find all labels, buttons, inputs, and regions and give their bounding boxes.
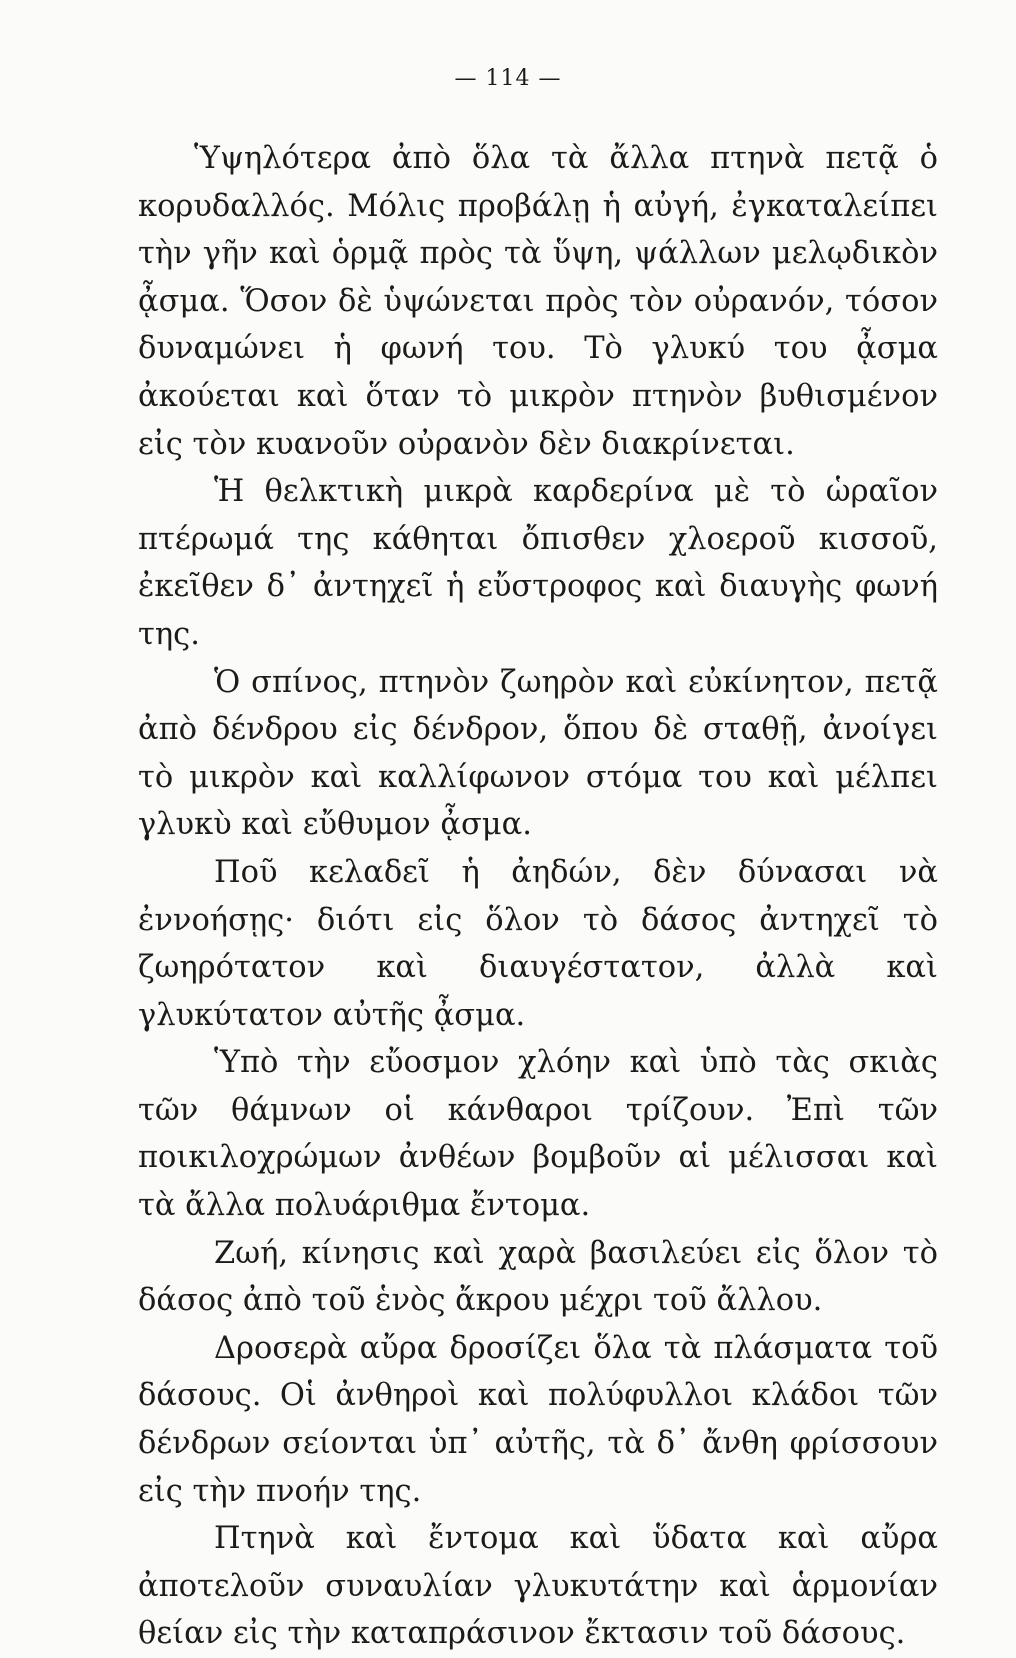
paragraph: Δροσερὰ αὔρα δροσίζει ὅλα τὰ πλάσματα τοῦ δάσους. Οἱ ἀνθηροὶ καὶ πολύφυλλοι κλάδοι τῶν δένδρων σείονται ὑπ᾿ αὐτῆς, τὰ δ᾿ ἄνθη φρίσσουν εἰς τὴν πνοήν της. bbox=[138, 1330, 938, 1509]
body-text bbox=[138, 135, 938, 1658]
paragraph: Πτηνὰ καὶ ἔντομα καὶ ὕδατα καὶ αὔρα ἀποτελοῦν συναυλίαν γλυκυτάτην καὶ ἁρμονίαν θείαν εἰς τὴν καταπράσινον ἔκτασιν τοῦ δάσους. bbox=[138, 1521, 938, 1652]
paragraph: Ὑπὸ τὴν εὔοσμον χλόην καὶ ὑπὸ τὰς σκιὰς τῶν θάμνων οἱ κάνθαροι τρίζουν. Ἐπὶ τῶν ποικιλοχρώμων ἀνθέων βομβοῦν αἱ μέλισσαι καὶ τὰ ἄλλα πολυάριθμα ἔντομα. bbox=[138, 1045, 938, 1224]
page-number: — 114 — bbox=[454, 66, 562, 91]
paragraph: Ζωή, κίνησις καὶ χαρὰ βασιλεύει εἰς ὅλον τὸ δάσος ἀπὸ τοῦ ἑνὸς ἄκρου μέχρι τοῦ ἄλλου. bbox=[138, 1235, 938, 1319]
paragraph: Ὑψηλότερα ἀπὸ ὅλα τὰ ἄλλα πτηνὰ πετᾷ ὁ κορυδαλλός. Μόλις προβάλῃ ἡ αὐγή, ἐγκαταλείπει τὴν γῆν καὶ ὁρμᾷ πρὸς τὰ ὕψη, ψάλλων μελῳδικὸν ᾆσμα. Ὅσον δὲ ὑψώνεται πρὸς τὸν οὐρανόν, τόσον δυναμώνει ἡ φωνή του. Τὸ γλυκύ του ᾆσμα ἀκούεται καὶ ὅταν τὸ μικρὸν πτηνὸν βυθισμένον εἰς τὸν κυανοῦν οὐρανὸν δὲν διακρίνεται. bbox=[138, 141, 938, 462]
paragraph: Ποῦ κελαδεῖ ἡ ἀηδών, δὲν δύνασαι νὰ ἐννοήσῃς· διότι εἰς ὅλον τὸ δάσος ἀντηχεῖ τὸ ζωηρότατον καὶ διαυγέστατον, ἀλλὰ καὶ γλυκύτατον αὐτῆς ᾆσμα. bbox=[138, 854, 938, 1033]
paragraph: Ὁ σπίνος, πτηνὸν ζωηρὸν καὶ εὐκίνητον, πετᾷ ἀπὸ δένδρου εἰς δένδρον, ὅπου δὲ σταθῇ, ἀνοίγει τὸ μικρὸν καὶ καλλίφωνον στόμα του καὶ μέλπει γλυκὺ καὶ εὔθυμον ᾆσμα. bbox=[138, 664, 938, 843]
paragraph: Ἡ θελκτικὴ μικρὰ καρδερίνα μὲ τὸ ὡραῖον πτέρωμά της κάθηται ὄπισθεν χλοεροῦ κισσοῦ, ἐκεῖθεν δ᾿ ἀντηχεῖ ἡ εὔστροφος καὶ διαυγὴς φωνή της. bbox=[138, 474, 938, 652]
